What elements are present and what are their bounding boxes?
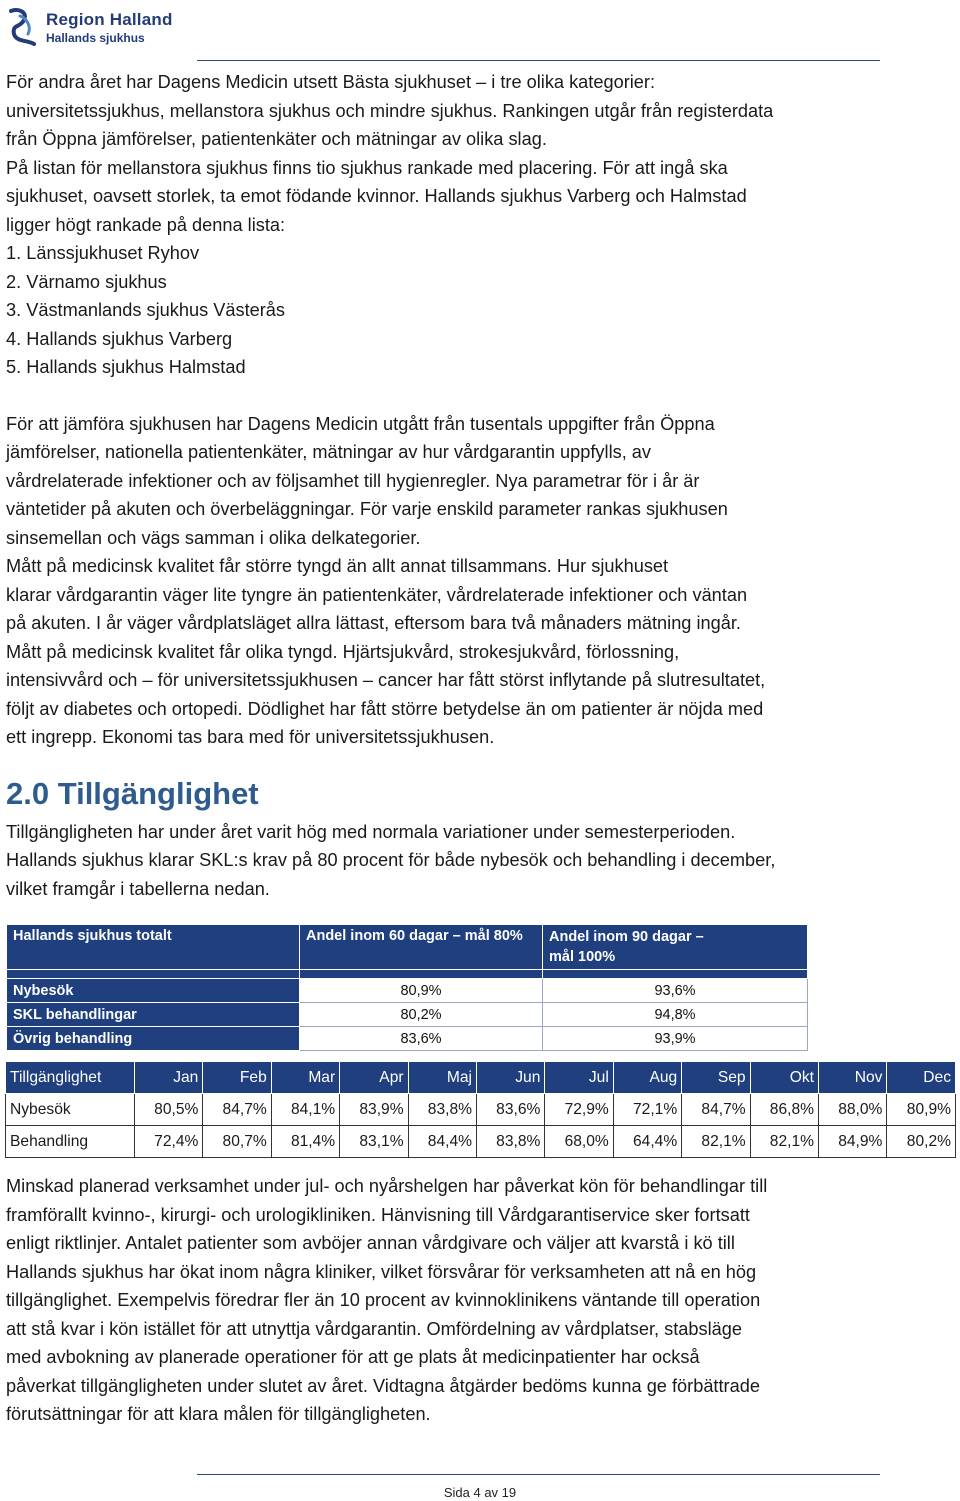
cell: 83,9%	[340, 1094, 408, 1126]
cell: 82,1%	[682, 1126, 750, 1158]
cell: 93,9%	[543, 1027, 808, 1051]
table-row	[6, 1094, 956, 1126]
list-item: 3. Västmanlands sjukhus Västerås	[6, 300, 286, 320]
cell: 80,5%	[134, 1094, 202, 1126]
table-row	[7, 979, 808, 1003]
table-header: Maj	[408, 1062, 476, 1094]
logo-subtitle: Hallands sjukhus	[46, 31, 145, 45]
cell: 84,4%	[408, 1126, 476, 1158]
list-item: 5. Hallands sjukhus Halmstad	[6, 357, 246, 377]
list-item: 1. Länssjukhuset Ryhov	[6, 243, 200, 263]
cell: 83,8%	[476, 1126, 544, 1158]
row-label: Nybesök	[7, 979, 300, 1003]
table-header: Mar	[271, 1062, 339, 1094]
cell: 81,4%	[271, 1126, 339, 1158]
section-heading: 2.0 Tillgänglighet	[6, 775, 259, 811]
cell: 84,9%	[819, 1126, 887, 1158]
table-header: Nov	[819, 1062, 887, 1094]
table-header: Tillgänglighet	[6, 1062, 135, 1094]
cell: 72,1%	[613, 1094, 681, 1126]
table-header: Jun	[476, 1062, 544, 1094]
cell: 83,8%	[408, 1094, 476, 1126]
page-content	[6, 68, 954, 903]
logo-name: Region Halland	[46, 10, 173, 29]
table-row	[7, 1003, 808, 1027]
table-header: Sep	[682, 1062, 750, 1094]
monthly-table	[5, 1061, 956, 1158]
comparison-paragraph: För att jämföra sjukhusen har Dagens Medicin utgått från tusentals uppgifter från Öppna jämförelser, nationella patientenkäter, mätningar av hur vårdgarantin uppfylls, av vårdrelaterade infektioner och av följsamhet till hygienregler. Nya parametrar för i år är väntetider på akuten och överbeläggningar. För varje enskild parameter rankas sjukhusen sinsemellan och vägs samman i olika delkategorier. Mått på medicinsk kvalitet får större tyngd än allt annat tillsammans. Hur sjukhuset klarar vårdgarantin väger lite tyngre än patientenkäter, vårdrelaterade infektioner och väntan på akuten. I år väger vårdplatsläget allra lättast, eftersom bara två månaders mätning ingår. Mått på medicinsk kvalitet får olika tyngd. Hjärtsjukvård, strokesjukvård, förlossning, intensivvård och – för universitetssjukhusen – cancer har fått störst inflytande på slutresultatet, följt av diabetes och ortopedi. Dödlighet har fått större betydelse än om patienter är nöjda med ett ingrepp. Ekonomi tas bara med för universitetssjukhusen.	[6, 413, 766, 747]
region-halland-logo	[6, 6, 196, 46]
cell: 83,1%	[340, 1126, 408, 1158]
footer-divider	[197, 1474, 880, 1475]
cell: 83,6%	[476, 1094, 544, 1126]
cell: 80,9%	[300, 979, 543, 1003]
intro-paragraph: För andra året har Dagens Medicin utsett Bästa sjukhuset – i tre olika kategorier: universitetssjukhus, mellanstora sjukhus och mindre sjukhus. Rankingen utgår från registerdata från Öppna jämförelser, patientenkäter och mätningar av olika slag. På listan för mellanstora sjukhus finns tio sjukhus rankade med placering. För att ingå ska sjukhuset, oavsett storlek, ta emot födande kvinnor. Hallands sjukhus Varberg och Halmstad ligger högt rankade på denna lista:	[6, 72, 774, 235]
table-header: Dec	[887, 1062, 956, 1094]
row-label: Behandling	[6, 1126, 135, 1158]
table-header: Aug	[613, 1062, 681, 1094]
closing-section	[6, 1172, 954, 1429]
cell: 84,7%	[682, 1094, 750, 1126]
table-header: Andel inom 90 dagar – mål 100%	[543, 925, 808, 970]
table-header: Andel inom 60 dagar – mål 80%	[300, 925, 543, 970]
table-header-row	[6, 1062, 956, 1094]
closing-paragraph: Minskad planerad verksamhet under jul- och nyårshelgen har påverkat kön för behandlingar till framförallt kvinno-, kirurgi- och urologikliniken. Hänvisning till Vårdgarantiservice sker fortsatt enligt riktlinjer. Antalet patienter som avböjer annan vårdgivare och väljer att kvarstå i kö till Hallands sjukhus har ökat inom några kliniker, vilket försvårar för verksamheten att nå en hög tillgänglighet. Exempelvis föredrar fler än 10 procent av kvinnoklinikens väntande till operation att stå kvar i kön istället för att utnyttja vårdgarantin. Omfördelning av vårdplatser, stabsläge med avbokning av planerade operationer för att ge plats åt medicinpatienter har också påverkat tillgängligheten under slutet av året. Vidtagna åtgärder bedöms kunna ge förbättrade förutsättningar för att klara målen för tillgängligheten.	[6, 1176, 768, 1424]
table-header: Hallands sjukhus totalt	[7, 925, 300, 970]
table-header: Jul	[545, 1062, 613, 1094]
cell: 83,6%	[300, 1027, 543, 1051]
list-item: 2. Värnamo sjukhus	[6, 271, 167, 292]
summary-table	[6, 924, 808, 1051]
list-item: 4. Hallands sjukhus Varberg	[6, 328, 233, 349]
table-header: Jan	[134, 1062, 202, 1094]
cell: 68,0%	[545, 1126, 613, 1158]
ranking-list	[6, 239, 954, 382]
region-halland-logo-icon	[6, 6, 40, 46]
section-paragraph: Tillgängligheten har under året varit hög med normala variationer under semesterperioden. Hallands sjukhus klarar SKL:s krav på 80 procent för både nybesök och behandling i december, vilket framgår i tabellerna nedan.	[6, 821, 776, 899]
cell: 86,8%	[750, 1094, 818, 1126]
table-row	[7, 1027, 808, 1051]
cell: 84,7%	[203, 1094, 271, 1126]
row-label: Övrig behandling	[7, 1027, 300, 1051]
cell: 80,9%	[887, 1094, 956, 1126]
row-label: SKL behandlingar	[7, 1003, 300, 1027]
cell: 94,8%	[543, 1003, 808, 1027]
cell: 84,1%	[271, 1094, 339, 1126]
page-number: Sida 4 av 19	[443, 1485, 517, 1500]
cell: 64,4%	[613, 1126, 681, 1158]
header-divider	[197, 60, 880, 61]
table-header: Feb	[203, 1062, 271, 1094]
row-label: Nybesök	[6, 1094, 135, 1126]
cell: 80,2%	[300, 1003, 543, 1027]
cell: 80,7%	[203, 1126, 271, 1158]
cell: 80,2%	[887, 1126, 956, 1158]
cell: 72,9%	[545, 1094, 613, 1126]
table-header: Okt	[750, 1062, 818, 1094]
cell: 72,4%	[134, 1126, 202, 1158]
cell: 88,0%	[819, 1094, 887, 1126]
cell: 82,1%	[750, 1126, 818, 1158]
table-header: Apr	[340, 1062, 408, 1094]
cell: 93,6%	[543, 979, 808, 1003]
table-row	[6, 1126, 956, 1158]
